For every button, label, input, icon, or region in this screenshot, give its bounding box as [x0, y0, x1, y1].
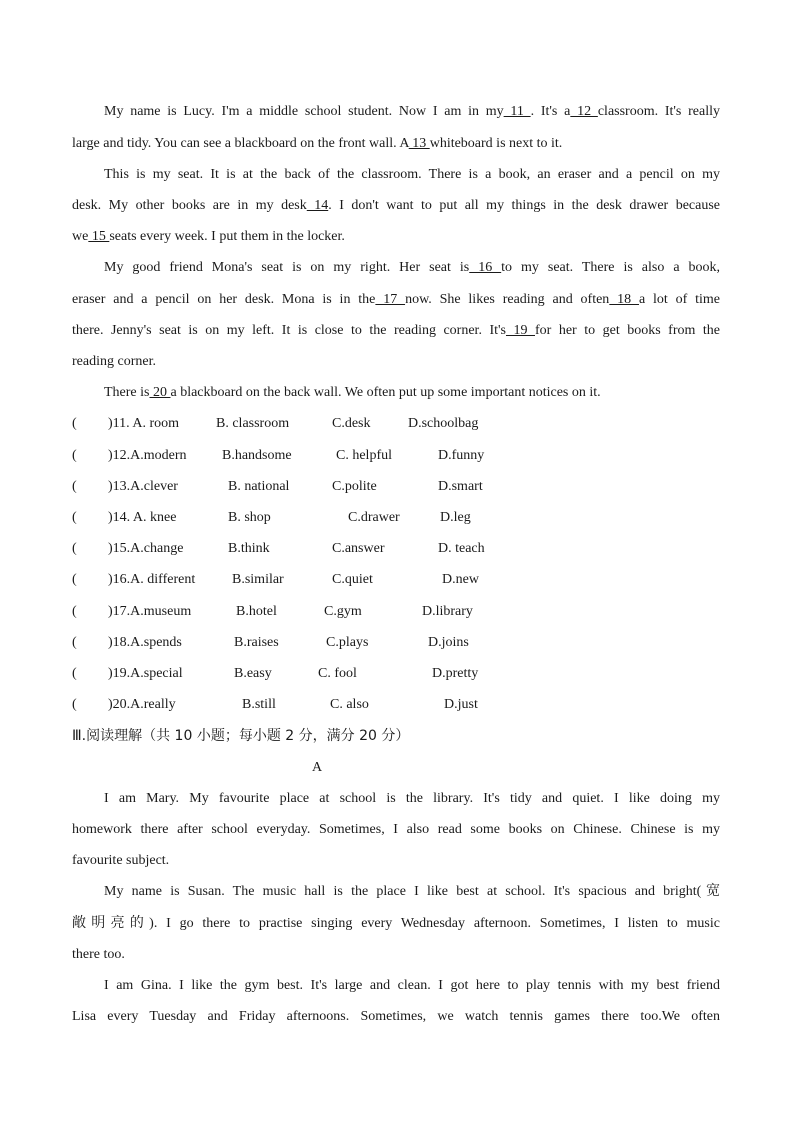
question-number-option-a: )16.A. different: [108, 572, 196, 587]
blank-15: 15: [88, 229, 110, 244]
option-b: B.handsome: [222, 448, 292, 463]
option-c: C. fool: [318, 666, 357, 681]
answer-paren: (: [72, 666, 77, 681]
option-d: D.funny: [438, 448, 485, 463]
question-number-option-a: )20.A.really: [108, 697, 176, 712]
option-d: D.new: [442, 572, 479, 587]
reading-susan-line2: 敞明亮的). I go there to practise singing every Wednesday afternoon. Sometimes, I listen to music: [72, 916, 720, 931]
answer-paren: (: [72, 697, 77, 712]
reading-mary-line1: I am Mary. My favourite place at school is the library. It's tidy and quiet. I like doing my: [104, 791, 720, 806]
option-b: B.think: [228, 541, 270, 556]
blank-19: 19: [505, 323, 535, 338]
option-c: C.quiet: [332, 572, 373, 587]
option-b: B. national: [228, 479, 290, 494]
question-number-option-a: )19.A.special: [108, 666, 183, 681]
reading-gina-line1: I am Gina. I like the gym best. It's large and clean. I got here to play tennis with my best friend: [104, 978, 720, 993]
answer-paren: (: [72, 541, 77, 556]
option-d: D.leg: [440, 510, 471, 525]
option-b: B.easy: [234, 666, 272, 681]
cloze-p2-line3: we 15 seats every week. I put them in the locker.: [72, 229, 345, 244]
passage-label: A: [312, 760, 323, 775]
answer-paren: (: [72, 635, 77, 650]
blank-18: 18: [609, 292, 639, 307]
option-c: C. helpful: [336, 448, 392, 463]
cloze-p1-line1: My name is Lucy. I'm a middle school student. Now I am in my 11 . It's a 12 classroom. It's really: [104, 104, 720, 119]
blank-13: 13: [408, 136, 430, 151]
cloze-p4-line1: There is 20 a blackboard on the back wall. We often put up some important notices on it.: [104, 385, 601, 400]
option-b: B.still: [242, 697, 276, 712]
question-number-option-a: )17.A.museum: [108, 604, 192, 619]
option-d: D.schoolbag: [408, 416, 479, 431]
option-c: C. also: [330, 697, 369, 712]
question-number-option-a: )18.A.spends: [108, 635, 182, 650]
cloze-p1-line2: large and tidy. You can see a blackboard on the front wall. A 13 whiteboard is next to it.: [72, 136, 563, 151]
blank-12: 12: [570, 104, 598, 119]
reading-mary-line3: favourite subject.: [72, 853, 170, 868]
option-d: D.pretty: [432, 666, 479, 681]
option-d: D.joins: [428, 635, 469, 650]
answer-paren: (: [72, 604, 77, 619]
reading-susan-line1: My name is Susan. The music hall is the place I like best at school. It's spacious and bright(宽: [104, 884, 720, 899]
section-heading: Ⅲ.阅读理解（共 10 小题；每小题 2 分，满分 20 分）: [72, 728, 410, 744]
blank-20: 20: [149, 385, 171, 400]
reading-mary-line2: homework there after school everyday. Sometimes, I also read some books on Chinese. Chinese is my: [72, 822, 720, 837]
option-b: B. shop: [228, 510, 271, 525]
blank-11: 11: [503, 104, 531, 119]
option-c: C.drawer: [348, 510, 400, 525]
answer-paren: (: [72, 416, 77, 431]
option-b: B.hotel: [236, 604, 277, 619]
cloze-p3-line1: My good friend Mona's seat is on my right. Her seat is 16 to my seat. There is also a book,: [104, 260, 721, 275]
option-b: B.raises: [234, 635, 279, 650]
question-number-option-a: )12.A.modern: [108, 448, 187, 463]
cloze-p2-line1: This is my seat. It is at the back of the classroom. There is a book, an eraser and a pencil on my: [104, 167, 720, 182]
blank-17: 17: [375, 292, 406, 307]
blank-16: 16: [469, 260, 502, 275]
cloze-p3-line3: there. Jenny's seat is on my left. It is close to the reading corner. It's 19 for her to get books from the: [72, 323, 720, 338]
answer-paren: (: [72, 479, 77, 494]
option-d: D.smart: [438, 479, 483, 494]
cloze-p3-line2: eraser and a pencil on her desk. Mona is in the 17 now. She likes reading and often 18 a lot of time: [72, 292, 721, 307]
option-c: C.desk: [332, 416, 371, 431]
answer-paren: (: [72, 448, 77, 463]
option-b: B.similar: [232, 572, 284, 587]
option-d: D. teach: [438, 541, 485, 556]
question-number-option-a: )11. A. room: [108, 416, 180, 431]
question-number-option-a: )13.A.clever: [108, 479, 178, 494]
reading-gina-line2: Lisa every Tuesday and Friday afternoons. Sometimes, we watch tennis games there too.We often: [72, 1009, 720, 1024]
reading-susan-line3: there too.: [72, 947, 125, 962]
question-number-option-a: )14. A. knee: [108, 510, 177, 525]
answer-paren: (: [72, 572, 77, 587]
option-c: C.plays: [326, 635, 369, 650]
cloze-p3-line4: reading corner.: [72, 354, 156, 369]
answer-paren: (: [72, 510, 77, 525]
blank-14: 14: [306, 198, 329, 213]
cloze-p2-line2: desk. My other books are in my desk 14. I don't want to put all my things in the desk drawer because: [72, 198, 721, 213]
option-b: B. classroom: [216, 416, 290, 431]
option-c: C.answer: [332, 541, 385, 556]
option-c: C.polite: [332, 479, 377, 494]
option-d: D.library: [422, 604, 473, 619]
option-d: D.just: [444, 697, 478, 712]
question-number-option-a: )15.A.change: [108, 541, 184, 556]
option-c: C.gym: [324, 604, 362, 619]
